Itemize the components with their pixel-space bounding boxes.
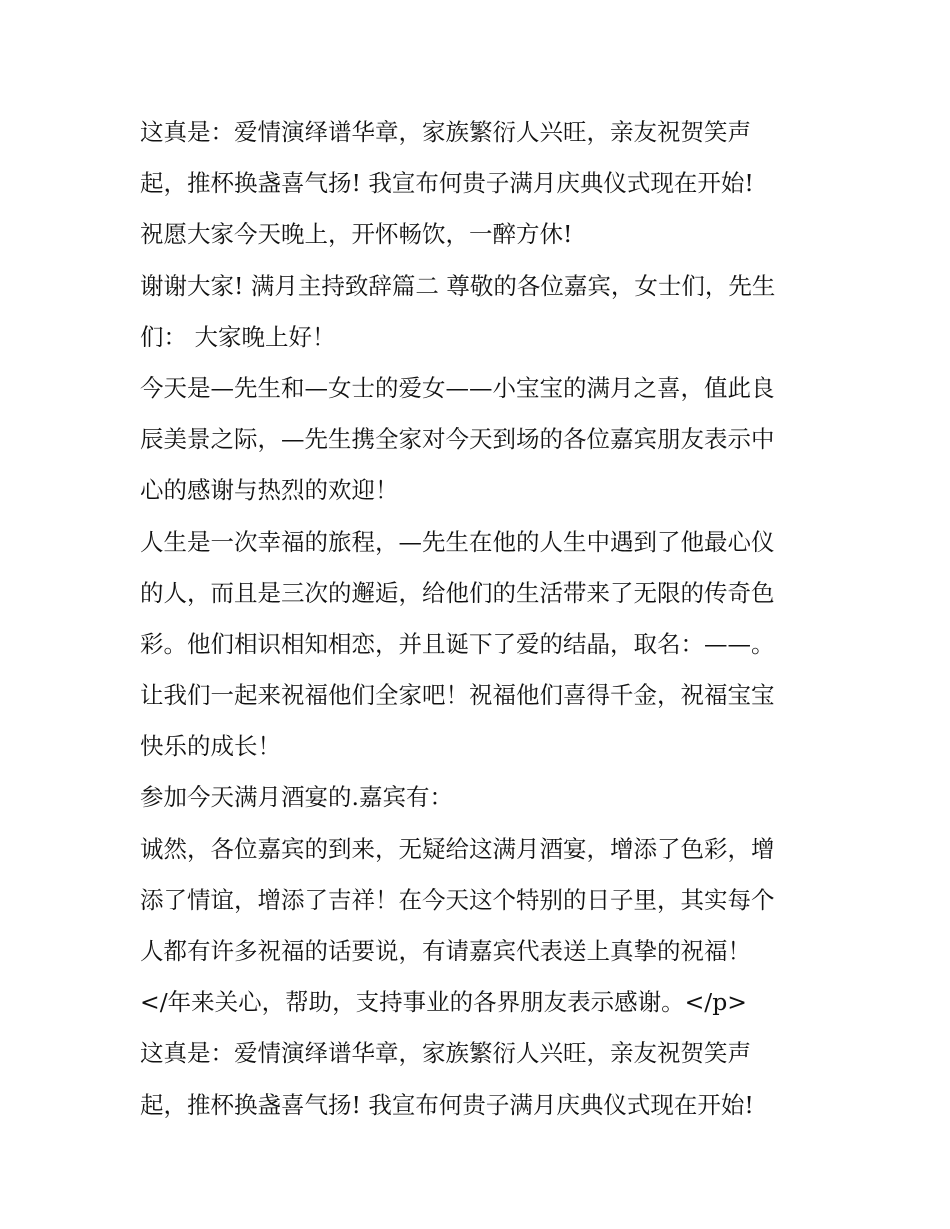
text-line: 人都有许多祝福的话要说，有请嘉宾代表送上真挚的祝福！ [140, 937, 751, 965]
text-line: 让我们一起来祝福他们全家吧！祝福他们喜得千金，祝福宝宝 [140, 681, 775, 710]
text-line: 们： 大家晚上好！ [140, 322, 336, 351]
text-line: 辰美景之际，—先生携全家对今天到场的各位嘉宾朋友表示中 [140, 425, 775, 454]
text-line: 的人，而且是三次的邂逅，给他们的生活带来了无限的传奇色 [140, 578, 775, 607]
text-line: 起，推杯换盏喜气扬! 我宣布何贵子满月庆典仪式现在开始! [140, 1090, 754, 1119]
text-line: 这真是：爱情演绎谱华章，家族繁衍人兴旺，亲友祝贺笑声 [140, 118, 751, 146]
text-line: 人生是一次幸福的旅程，—先生在他的人生中遇到了他最心仪 [140, 527, 775, 556]
text-line: 今天是—先生和—女士的爱女——小宝宝的满月之喜，值此良 [140, 373, 775, 402]
text-line: 谢谢大家! 满月主持致辞篇二 尊敬的各位嘉宾，女士们，先生 [140, 271, 776, 300]
text-line: </年来关心，帮助，支持事业的各界朋友表示感谢。</p> [140, 988, 747, 1017]
text-line: 快乐的成长！ [140, 732, 281, 761]
text-line: 参加今天满月酒宴的.嘉宾有： [140, 783, 453, 812]
text-line: 添了情谊，增添了吉祥！在今天这个特别的日子里，其实每个 [140, 885, 775, 914]
text-line: 诚然，各位嘉宾的到来，无疑给这满月酒宴，增添了色彩，增 [140, 834, 775, 863]
text-line: 心的感谢与热烈的欢迎！ [140, 476, 399, 505]
text-line: 祝愿大家今天晚上，开怀畅饮，一醉方休! [140, 220, 573, 249]
text-line: 起，推杯换盏喜气扬! 我宣布何贵子满月庆典仪式现在开始! [140, 169, 754, 198]
text-line: 彩。他们相识相知相恋，并且诞下了爱的结晶，取名：——。 [140, 629, 775, 658]
text-line: 这真是：爱情演绎谱华章，家族繁衍人兴旺，亲友祝贺笑声 [140, 1039, 751, 1068]
document-body [140, 107, 820, 1131]
